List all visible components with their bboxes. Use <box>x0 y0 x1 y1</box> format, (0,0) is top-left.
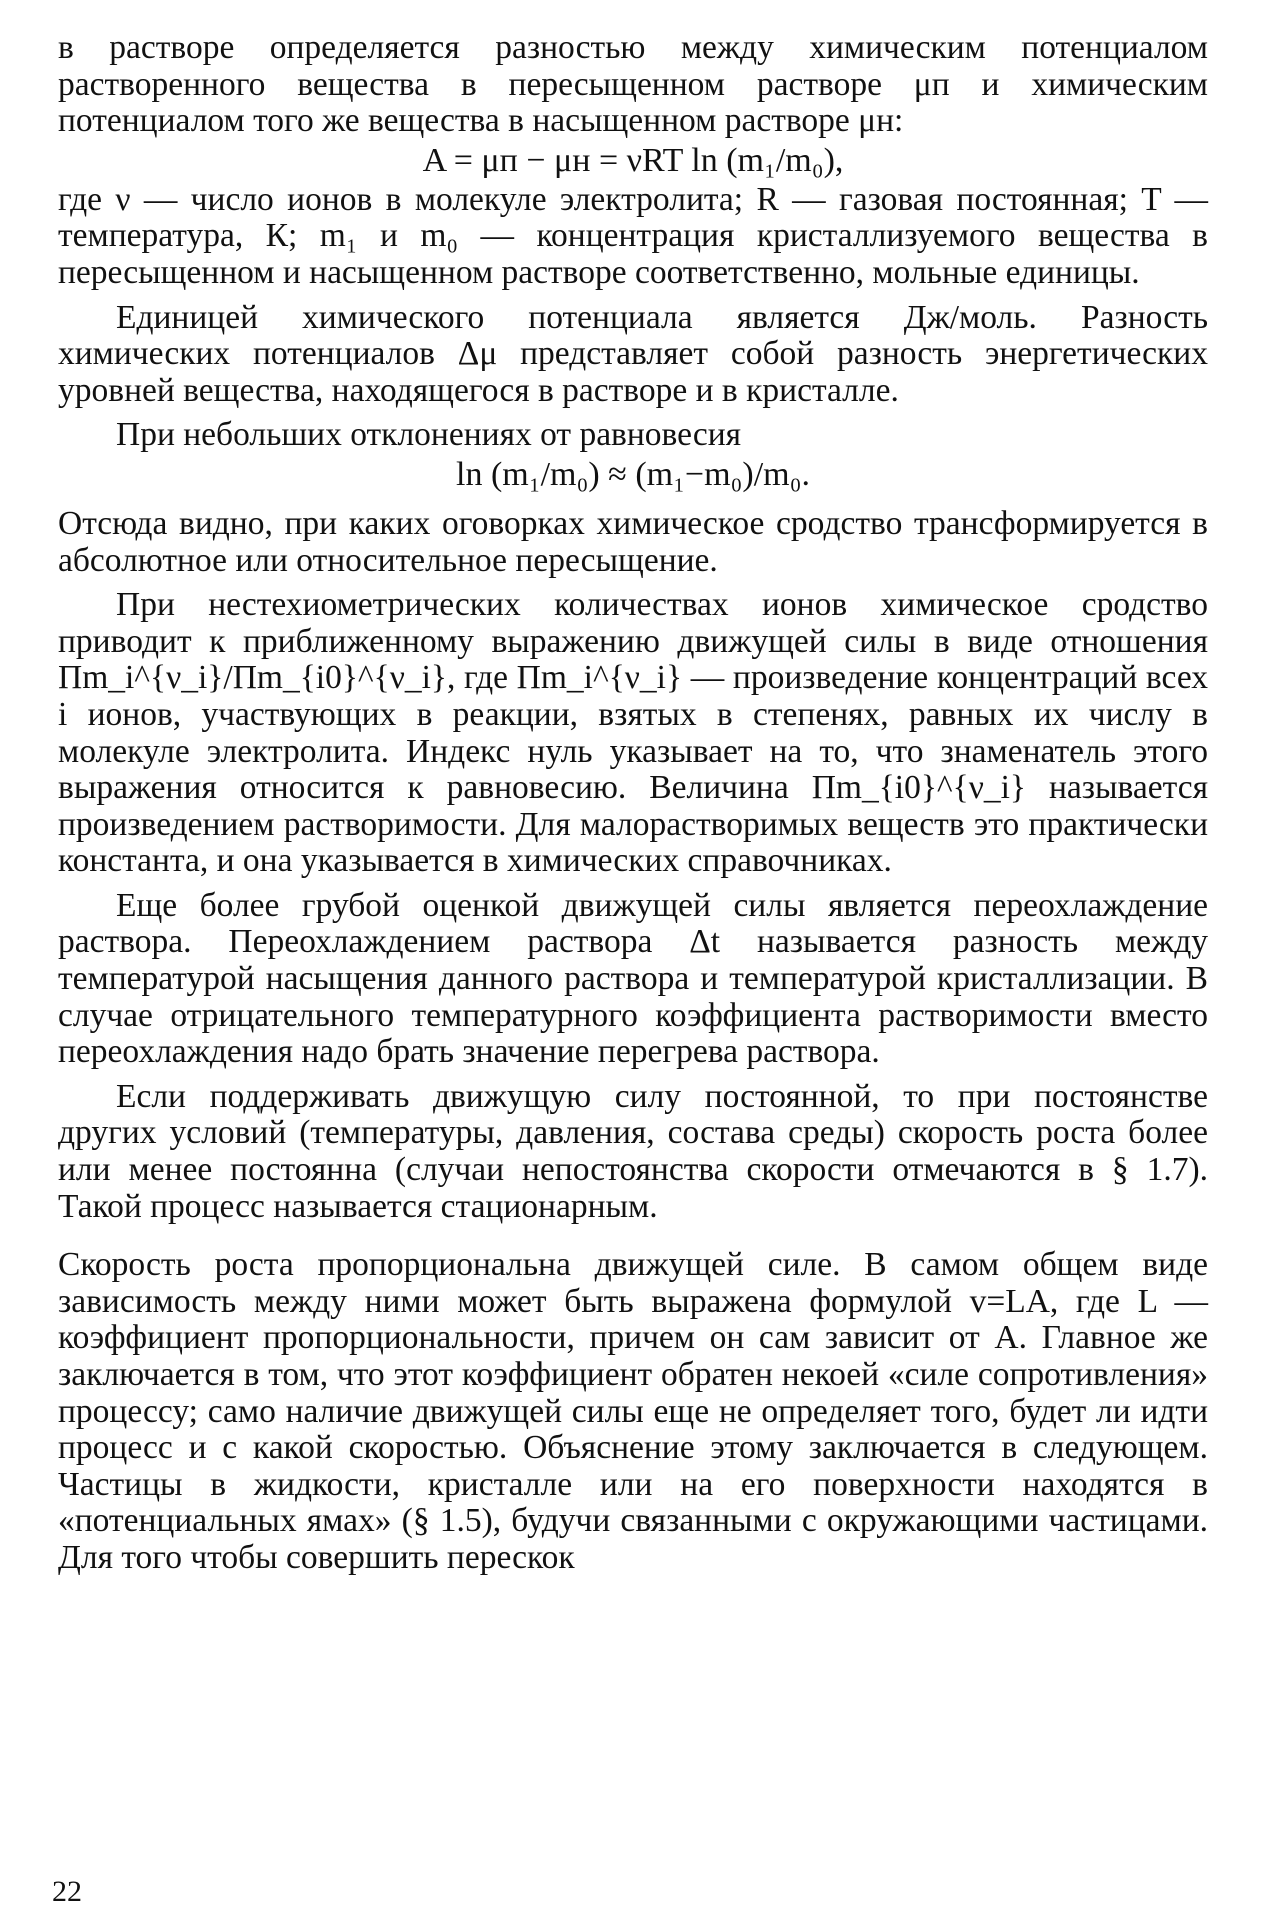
paragraph-2: где ν — число ионов в молекуле электролита; R — газовая постоянная; T — температура, К; m₁ и m₀ — концентрация кристаллизуемого вещества в пересыщенном и насыщенном растворе соответственно, мольные единицы. <box>58 180 1208 291</box>
paragraph-3: Единицей химического потенциала является Дж/моль. Разность химических потенциалов Δμ представляет собой разность энергетических уровней вещества, находящегося в растворе и в кристалле. <box>58 298 1208 409</box>
paragraph-1: в растворе определяется разностью между химическим потенциалом растворенного вещества в пересыщенном растворе μп и химическим потенциалом того же вещества в насыщенном растворе μн: <box>58 29 1208 140</box>
paragraph-5: Отсюда видно, при каких оговорках химическое сродство трансформируется в абсолютное или относительное пересыщение. <box>58 504 1208 579</box>
paragraph-7: Еще более грубой оценкой движущей силы является переохлаждение раствора. Переохлаждением раствора Δt называется разность между температурой насыщения данного раствора и температурой кристаллизации. В случае отрицательного температурного коэффициента растворимости вместо переохлаждения надо брать значение перегрева раствора. <box>58 886 1208 1071</box>
formula-affinity: A = μп − μн = νRT ln (m₁/m₀), <box>422 141 844 179</box>
paragraph-4: При небольших отклонениях от равновесия <box>116 416 742 454</box>
paragraph-9: Скорость роста пропорциональна движущей силе. В самом общем виде зависимость между ними может быть выражена формулой v=LA, где L — коэффициент пропорциональности, причем он сам зависит от A. Главное же заключается в том, что этот коэффициент обратен некоей «силе сопротивления» процессу; само наличие движущей силы еще не определяет того, будет ли идти процесс и с какой скоростью. Объяснение этому заключается в следующем. Частицы в жидкости, кристалле или на его поверхности находятся в «потенциальных ямах» (§ 1.5), будучи связанными с окружающими частицами. Для того чтобы совершить перескок <box>58 1246 1208 1576</box>
paragraph-6: При нестехиометрических количествах ионов химическое сродство приводит к приближенному выражению движущей силы в виде отношения Πm_i^{ν_i}/Πm_{i0}^{ν_i}, где Πm_i^{ν_i} — произведение концентраций всех i ионов, участвующих в реакции, взятых в степенях, равных их числу в молекуле электролита. Индекс нуль указывает на то, что знаменатель этого выражения относится к равновесию. Величина Πm_{i0}^{ν_i} называется произведением растворимости. Для малорастворимых веществ это практически константа, и она указывается в химических справочниках. <box>58 586 1208 880</box>
page-number: 22 <box>52 1875 82 1908</box>
page-body <box>58 30 1208 1577</box>
formula-approximation: ln (m₁/m₀) ≈ (m₁−m₀)/m₀. <box>456 455 810 493</box>
paragraph-8: Если поддерживать движущую силу постоянной, то при постоянстве других условий (температуры, давления, состава среды) скорость роста более или менее постоянна (случаи непостоянства скорости отмечаются в § 1.7). Такой процесс называется стационарным. <box>58 1077 1208 1225</box>
